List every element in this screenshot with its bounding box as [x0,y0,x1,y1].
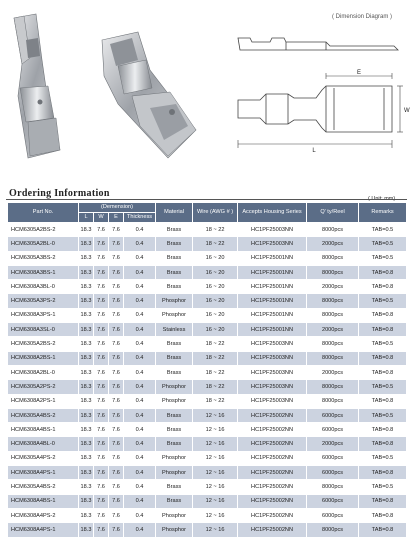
table-row [8,365,407,379]
e-cell: 7.6 [109,351,124,365]
e-cell: 7.6 [109,323,124,337]
housing-cell: HC1PF25002NN [238,408,307,422]
wire-cell: 18 ~ 22 [193,380,238,394]
e-cell: 7.6 [109,365,124,379]
material-cell: Brass [156,408,193,422]
part-no-cell: HCM6308A4BL-0 [8,437,79,451]
table-row [8,280,407,294]
width-cell: 7.6 [94,494,109,508]
housing-cell: HC1PF25003NN [238,365,307,379]
qty-cell: 6000pcs [307,494,359,508]
part-no-cell: HCM6308A3SL-0 [8,323,79,337]
wire-cell: 18 ~ 22 [193,394,238,408]
wire-cell: 12 ~ 16 [193,494,238,508]
wire-cell: 16 ~ 20 [193,280,238,294]
table-row [8,251,407,265]
terminal-photo-icon [0,0,220,165]
e-cell: 7.6 [109,337,124,351]
wire-cell: 16 ~ 20 [193,308,238,322]
width-cell: 7.6 [94,523,109,537]
wire-cell: 18 ~ 22 [193,337,238,351]
width-cell: 7.6 [94,480,109,494]
qty-cell: 2000pcs [307,323,359,337]
qty-cell: 6000pcs [307,423,359,437]
remarks-cell: TAB=0.8 [359,466,407,480]
length-cell: 18.3 [79,394,94,408]
part-no-cell: HCM6308A2BL-0 [8,365,79,379]
housing-cell: HC1PF25001NN [238,294,307,308]
qty-cell: 8000pcs [307,351,359,365]
housing-cell: HC1PF25003NN [238,337,307,351]
ordering-table [7,202,407,538]
thickness-cell: 0.4 [124,251,156,265]
thickness-cell: 0.4 [124,323,156,337]
part-no-cell: HCM6308A2BS-1 [8,351,79,365]
remarks-cell: TAB=0.8 [359,365,407,379]
length-cell: 18.3 [79,265,94,279]
thickness-cell: 0.4 [124,508,156,522]
length-cell: 18.3 [79,280,94,294]
table-row [8,394,407,408]
material-cell: Phosphor [156,523,193,537]
width-cell: 7.6 [94,251,109,265]
length-cell: 18.3 [79,351,94,365]
material-cell: Brass [156,437,193,451]
wire-cell: 12 ~ 16 [193,451,238,465]
e-cell: 7.6 [109,466,124,480]
qty-cell: 2000pcs [307,280,359,294]
part-no-cell: HCM6305A2BS-2 [8,337,79,351]
width-cell: 7.6 [94,308,109,322]
header-dimension: (Demension) [79,203,156,213]
material-cell: Brass [156,337,193,351]
e-cell: 7.6 [109,280,124,294]
divider [6,199,407,200]
part-no-cell: HCM6305A3PS-2 [8,294,79,308]
thickness-cell: 0.4 [124,423,156,437]
qty-cell: 8000pcs [307,265,359,279]
material-cell: Brass [156,365,193,379]
qty-cell: 2000pcs [307,365,359,379]
table-row [8,408,407,422]
e-cell: 7.6 [109,423,124,437]
wire-cell: 18 ~ 22 [193,351,238,365]
wire-cell: 12 ~ 16 [193,437,238,451]
header-material: Material [156,203,193,223]
housing-cell: HC1PF25002NN [238,480,307,494]
material-cell: Brass [156,494,193,508]
length-cell: 18.3 [79,308,94,322]
material-cell: Phosphor [156,451,193,465]
width-cell: 7.6 [94,365,109,379]
part-no-cell: HCM6308A4PS-1 [8,523,79,537]
length-cell: 18.3 [79,480,94,494]
e-cell: 7.6 [109,394,124,408]
qty-cell: 8000pcs [307,337,359,351]
width-cell: 7.6 [94,466,109,480]
material-cell: Brass [156,223,193,237]
thickness-cell: 0.4 [124,308,156,322]
table-row [8,508,407,522]
part-no-cell: HCM6305A2BL-0 [8,237,79,251]
length-cell: 18.3 [79,423,94,437]
qty-cell: 8000pcs [307,308,359,322]
housing-cell: HC1PF25002NN [238,423,307,437]
product-photo [0,0,220,165]
table-row [8,480,407,494]
table-row [8,323,407,337]
length-cell: 18.3 [79,323,94,337]
side-view [238,38,398,50]
table-row [8,437,407,451]
dim-label-w: W [404,108,410,114]
section-title: Ordering Information [9,188,110,199]
e-cell: 7.6 [109,294,124,308]
wire-cell: 18 ~ 22 [193,365,238,379]
material-cell: Brass [156,265,193,279]
housing-cell: HC1PF25001NN [238,265,307,279]
length-cell: 18.3 [79,223,94,237]
material-cell: Phosphor [156,380,193,394]
width-cell: 7.6 [94,237,109,251]
remarks-cell: TAB=0.5 [359,451,407,465]
remarks-cell: TAB=0.5 [359,237,407,251]
material-cell: Phosphor [156,394,193,408]
diagram-caption: ( Dimension Diagram ) [331,14,392,20]
length-cell: 18.3 [79,494,94,508]
wire-cell: 18 ~ 22 [193,223,238,237]
remarks-cell: TAB=0.8 [359,308,407,322]
width-cell: 7.6 [94,323,109,337]
top-view [238,86,392,132]
remarks-cell: TAB=0.8 [359,437,407,451]
thickness-cell: 0.4 [124,394,156,408]
thickness-cell: 0.4 [124,437,156,451]
header-w: W [94,213,109,223]
remarks-cell: TAB=0.8 [359,494,407,508]
thickness-cell: 0.4 [124,237,156,251]
header-l: L [79,213,94,223]
remarks-cell: TAB=0.8 [359,394,407,408]
material-cell: Brass [156,480,193,494]
wire-cell: 12 ~ 16 [193,508,238,522]
thickness-cell: 0.4 [124,380,156,394]
qty-cell: 6000pcs [307,508,359,522]
e-cell: 7.6 [109,223,124,237]
remarks-cell: TAB=0.5 [359,380,407,394]
length-cell: 18.3 [79,408,94,422]
material-cell: Brass [156,280,193,294]
qty-cell: 8000pcs [307,480,359,494]
length-cell: 18.3 [79,380,94,394]
width-cell: 7.6 [94,394,109,408]
header-qty: Q' ty/Reel [307,203,359,223]
table-row [8,294,407,308]
part-no-cell: HCM6308A4PS-1 [8,466,79,480]
part-no-cell: HCM6308A3BL-0 [8,280,79,294]
width-cell: 7.6 [94,223,109,237]
housing-cell: HC1PF25003NN [238,223,307,237]
thickness-cell: 0.4 [124,280,156,294]
thickness-cell: 0.4 [124,480,156,494]
length-cell: 18.3 [79,523,94,537]
e-cell: 7.6 [109,494,124,508]
housing-cell: HC1PF25001NN [238,323,307,337]
remarks-cell: TAB=0.5 [359,408,407,422]
housing-cell: HC1PF25001NN [238,251,307,265]
part-no-cell: HCM6305A2BS-2 [8,223,79,237]
width-cell: 7.6 [94,280,109,294]
housing-cell: HC1PF25002NN [238,523,307,537]
material-cell: Phosphor [156,508,193,522]
header-housing: Accepts Housing Series [238,203,307,223]
material-cell: Phosphor [156,294,193,308]
width-cell: 7.6 [94,265,109,279]
thickness-cell: 0.4 [124,294,156,308]
housing-cell: HC1PF25001NN [238,280,307,294]
length-cell: 18.3 [79,337,94,351]
remarks-cell: TAB=0.5 [359,294,407,308]
qty-cell: 8000pcs [307,380,359,394]
remarks-cell: TAB=0.8 [359,508,407,522]
qty-cell: 8000pcs [307,394,359,408]
remarks-cell: TAB=0.8 [359,280,407,294]
remarks-cell: TAB=0.5 [359,251,407,265]
remarks-cell: TAB=0.8 [359,423,407,437]
material-cell: Brass [156,423,193,437]
table-row [8,351,407,365]
material-cell: Brass [156,351,193,365]
wire-cell: 12 ~ 16 [193,408,238,422]
housing-cell: HC1PF25002NN [238,508,307,522]
housing-cell: HC1PF25002NN [238,494,307,508]
thickness-cell: 0.4 [124,265,156,279]
table-row [8,523,407,537]
qty-cell: 8000pcs [307,523,359,537]
table-row [8,494,407,508]
qty-cell: 8000pcs [307,223,359,237]
table-row [8,308,407,322]
housing-cell: HC1PF25002NN [238,451,307,465]
header-part-no: Part No. [8,203,79,223]
e-cell: 7.6 [109,480,124,494]
dim-label-e: E [356,70,362,76]
header-wire: Wire (AWG # ) [193,203,238,223]
housing-cell: HC1PF25002NN [238,466,307,480]
width-cell: 7.6 [94,423,109,437]
thickness-cell: 0.4 [124,466,156,480]
wire-cell: 18 ~ 22 [193,237,238,251]
e-cell: 7.6 [109,451,124,465]
table-row [8,466,407,480]
thickness-cell: 0.4 [124,494,156,508]
remarks-cell: TAB=0.8 [359,323,407,337]
length-cell: 18.3 [79,237,94,251]
material-cell: Brass [156,237,193,251]
length-cell: 18.3 [79,508,94,522]
part-no-cell: HCM6305A3BS-2 [8,251,79,265]
left-terminal [14,14,60,158]
housing-cell: HC1PF25003NN [238,394,307,408]
table-row [8,223,407,237]
wire-cell: 16 ~ 20 [193,265,238,279]
length-cell: 18.3 [79,294,94,308]
width-cell: 7.6 [94,408,109,422]
length-cell: 18.3 [79,466,94,480]
housing-cell: HC1PF25003NN [238,237,307,251]
part-no-cell: HCM6305A4BS-2 [8,408,79,422]
remarks-cell: TAB=0.8 [359,265,407,279]
qty-cell: 6000pcs [307,451,359,465]
part-no-cell: HCM6308A3PS-1 [8,308,79,322]
e-cell: 7.6 [109,308,124,322]
thickness-cell: 0.4 [124,523,156,537]
width-cell: 7.6 [94,351,109,365]
material-cell: Phosphor [156,308,193,322]
part-no-cell: HCM6308A4BS-1 [8,423,79,437]
header-thickness: Thickness [124,213,156,223]
thickness-cell: 0.4 [124,337,156,351]
thickness-cell: 0.4 [124,351,156,365]
length-cell: 18.3 [79,251,94,265]
qty-cell: 6000pcs [307,466,359,480]
header-e: E [109,213,124,223]
part-no-cell: HCM6305A4BS-2 [8,480,79,494]
table-row [8,237,407,251]
e-cell: 7.6 [109,408,124,422]
e-cell: 7.6 [109,437,124,451]
qty-cell: 6000pcs [307,408,359,422]
wire-cell: 16 ~ 20 [193,323,238,337]
wire-cell: 12 ~ 16 [193,480,238,494]
wire-cell: 12 ~ 16 [193,523,238,537]
length-cell: 18.3 [79,451,94,465]
width-cell: 7.6 [94,451,109,465]
housing-cell: HC1PF25001NN [238,308,307,322]
part-no-cell: HCM6308A4PS-2 [8,508,79,522]
e-cell: 7.6 [109,265,124,279]
thickness-cell: 0.4 [124,451,156,465]
remarks-cell: TAB=0.5 [359,480,407,494]
e-cell: 7.6 [109,251,124,265]
dimension-diagram [226,28,410,158]
thickness-cell: 0.4 [124,223,156,237]
material-cell: Stainless [156,323,193,337]
width-cell: 7.6 [94,380,109,394]
qty-cell: 2000pcs [307,237,359,251]
part-no-cell: HCM6308A4BS-1 [8,494,79,508]
table-row [8,423,407,437]
wire-cell: 12 ~ 16 [193,466,238,480]
material-cell: Brass [156,251,193,265]
wire-cell: 16 ~ 20 [193,294,238,308]
wire-cell: 16 ~ 20 [193,251,238,265]
part-no-cell: HCM6308A3BS-1 [8,265,79,279]
width-cell: 7.6 [94,337,109,351]
wire-cell: 12 ~ 16 [193,423,238,437]
part-no-cell: HCM6305A4PS-2 [8,451,79,465]
e-cell: 7.6 [109,237,124,251]
thickness-cell: 0.4 [124,408,156,422]
e-cell: 7.6 [109,523,124,537]
length-cell: 18.3 [79,437,94,451]
width-cell: 7.6 [94,437,109,451]
e-cell: 7.6 [109,380,124,394]
remarks-cell: TAB=0.8 [359,351,407,365]
e-cell: 7.6 [109,508,124,522]
thickness-cell: 0.4 [124,365,156,379]
width-cell: 7.6 [94,508,109,522]
table-row [8,380,407,394]
remarks-cell: TAB=0.5 [359,337,407,351]
length-cell: 18.3 [79,365,94,379]
part-no-cell: HCM6308A2PS-1 [8,394,79,408]
material-cell: Phosphor [156,466,193,480]
qty-cell: 8000pcs [307,294,359,308]
qty-cell: 2000pcs [307,437,359,451]
table-row [8,337,407,351]
right-terminal [102,32,196,158]
header-remarks: Remarks [359,203,407,223]
remarks-cell: TAB=0.5 [359,223,407,237]
qty-cell: 8000pcs [307,251,359,265]
housing-cell: HC1PF25002NN [238,437,307,451]
housing-cell: HC1PF25003NN [238,351,307,365]
table-row [8,451,407,465]
dim-label-l: L [312,148,316,154]
table-row [8,265,407,279]
part-no-cell: HCM6305A2PS-2 [8,380,79,394]
housing-cell: HC1PF25003NN [238,380,307,394]
width-cell: 7.6 [94,294,109,308]
remarks-cell: TAB=0.8 [359,523,407,537]
